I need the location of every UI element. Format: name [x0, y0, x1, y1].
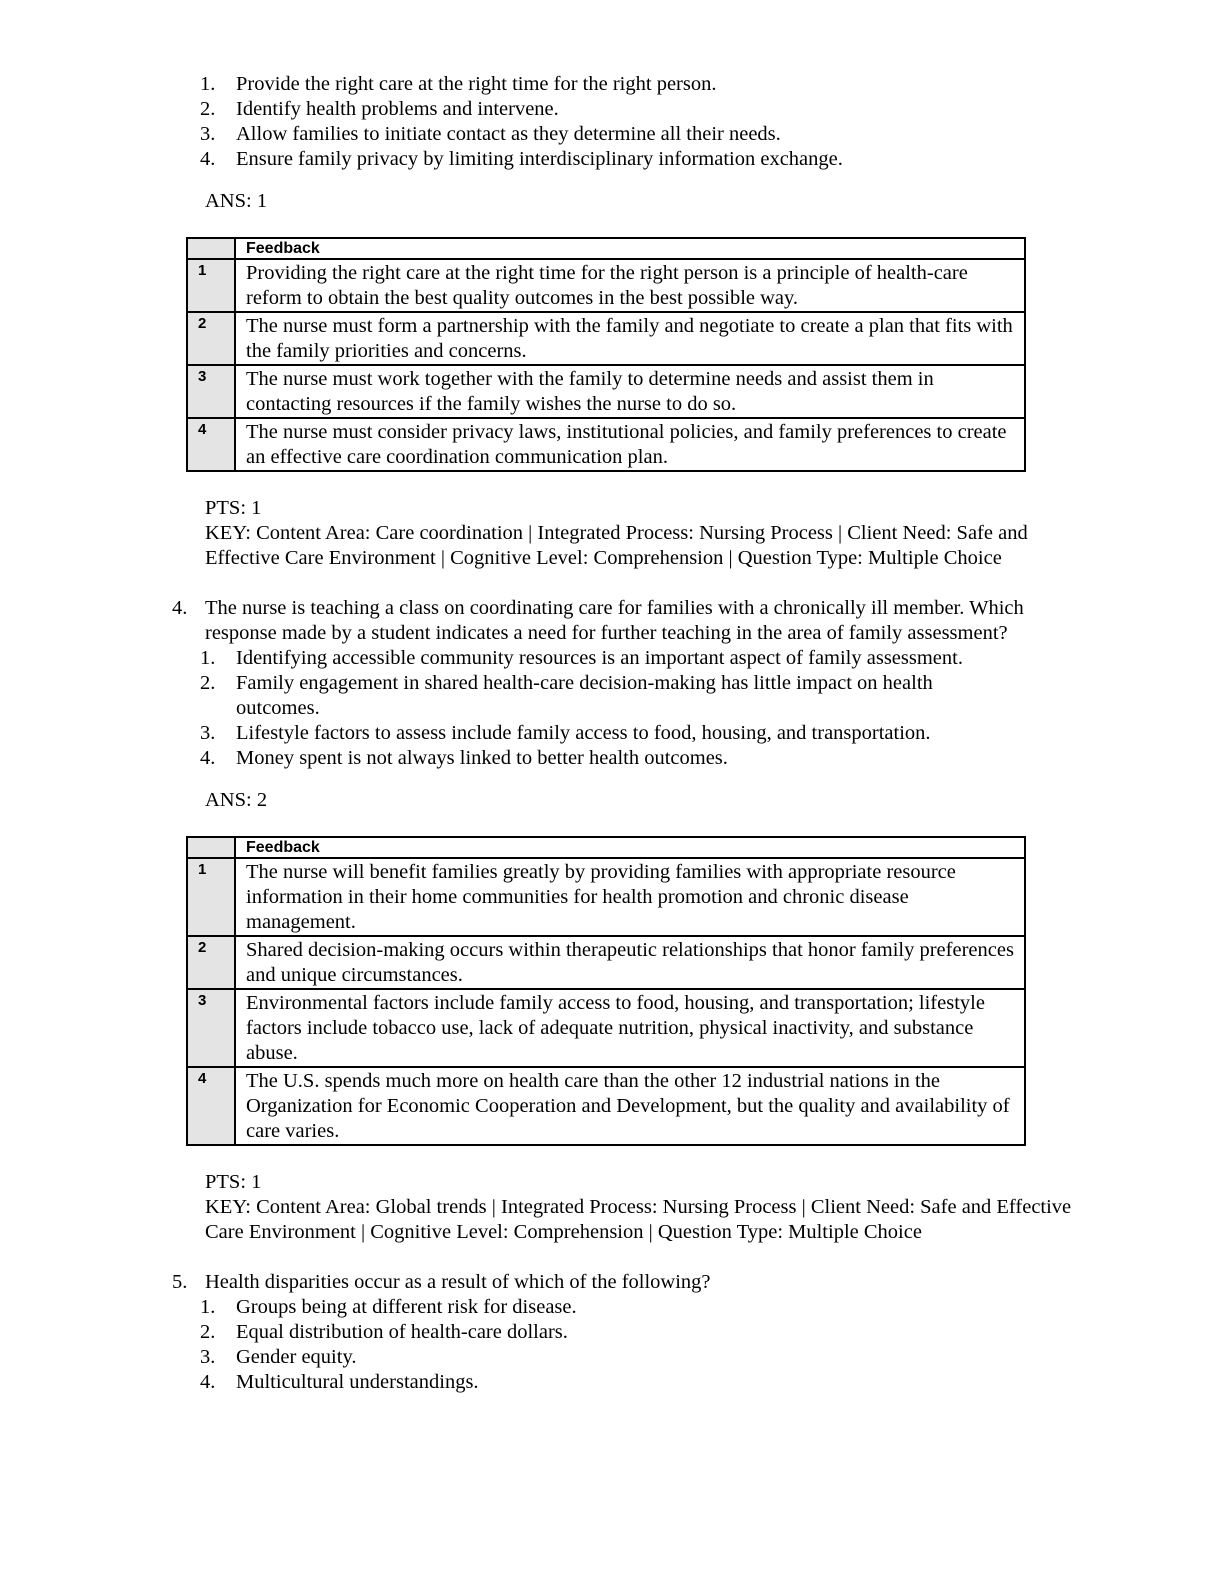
- q4-feedback-table: [186, 836, 1026, 1146]
- table-row: 2 Shared decision-making occurs within therapeutic relationships that honor family preferences and unique circumstances.: [187, 936, 1025, 989]
- table-row: 1 The nurse will benefit families greatly by providing families with appropriate resource information in their home communities for health promotion and chronic disease management.: [187, 858, 1025, 936]
- q3-answer: ANS: 1: [205, 190, 268, 212]
- q4-option-3: 3. Lifestyle factors to assess include family access to food, housing, and transportation.: [200, 722, 931, 744]
- q3-option-1: 1. Provide the right care at the right time for the right person.: [200, 73, 717, 95]
- q3-option-3: 3. Allow families to initiate contact as they determine all their needs.: [200, 123, 781, 145]
- table-row: 3 Environmental factors include family access to food, housing, and transportation; lifestyle factors include tobacco use, lack of adequate nutrition, physical inactivity, and substance abuse.: [187, 989, 1025, 1067]
- q4-stem: 4. The nurse is teaching a class on coordinating care for families with a chronically ill member. Which response made by a student indicates a need for further teaching in the area of family assessment?: [172, 597, 1024, 644]
- q3-key: KEY: Content Area: Care coordination | Integrated Process: Nursing Process | Client Need: Safe and Effective Care Environment | Cognitive Level: Comprehension | Question Type: Multiple Choice: [205, 522, 1028, 569]
- table-row: 4 The U.S. spends much more on health care than the other 12 industrial nations in the Organization for Economic Cooperation and Development, but the quality and availability of care varies.: [187, 1067, 1025, 1145]
- table-row: 1 Providing the right care at the right time for the right person is a principle of health-care reform to obtain the best quality outcomes in the best possible way.: [187, 259, 1025, 312]
- q3-feedback-table: [186, 237, 1026, 472]
- q4-key: KEY: Content Area: Global trends | Integrated Process: Nursing Process | Client Need: Safe and Effective Care Environment | Cognitive Level: Comprehension | Question Type: Multiple Choice: [205, 1196, 1072, 1243]
- feedback-header: Feedback: [235, 238, 1025, 259]
- q4-option-4: 4. Money spent is not always linked to better health outcomes.: [200, 747, 728, 769]
- table-row: 4 The nurse must consider privacy laws, institutional policies, and family preferences to create an effective care coordination communication plan.: [187, 418, 1025, 471]
- q4-option-2: 2. Family engagement in shared health-care decision-making has little impact on health outcomes.: [200, 672, 933, 719]
- q4-points: PTS: 1: [205, 1171, 262, 1193]
- q4-answer: ANS: 2: [205, 789, 268, 811]
- q5-option-4: 4. Multicultural understandings.: [200, 1371, 479, 1393]
- table-row: 3 The nurse must work together with the family to determine needs and assist them in contacting resources if the family wishes the nurse to do so.: [187, 365, 1025, 418]
- q5-option-3: 3. Gender equity.: [200, 1346, 357, 1368]
- q4-option-1: 1. Identifying accessible community resources is an important aspect of family assessment.: [200, 647, 963, 669]
- feedback-header: Feedback: [235, 837, 1025, 858]
- q3-option-4: 4. Ensure family privacy by limiting interdisciplinary information exchange.: [200, 148, 843, 170]
- q3-option-2: 2. Identify health problems and intervene.: [200, 98, 559, 120]
- q3-points: PTS: 1: [205, 497, 262, 519]
- table-row: 2 The nurse must form a partnership with the family and negotiate to create a plan that fits with the family priorities and concerns.: [187, 312, 1025, 365]
- q5-option-1: 1. Groups being at different risk for disease.: [200, 1296, 577, 1318]
- q5-stem: 5. Health disparities occur as a result of which of the following?: [172, 1271, 711, 1293]
- q5-option-2: 2. Equal distribution of health-care dollars.: [200, 1321, 568, 1343]
